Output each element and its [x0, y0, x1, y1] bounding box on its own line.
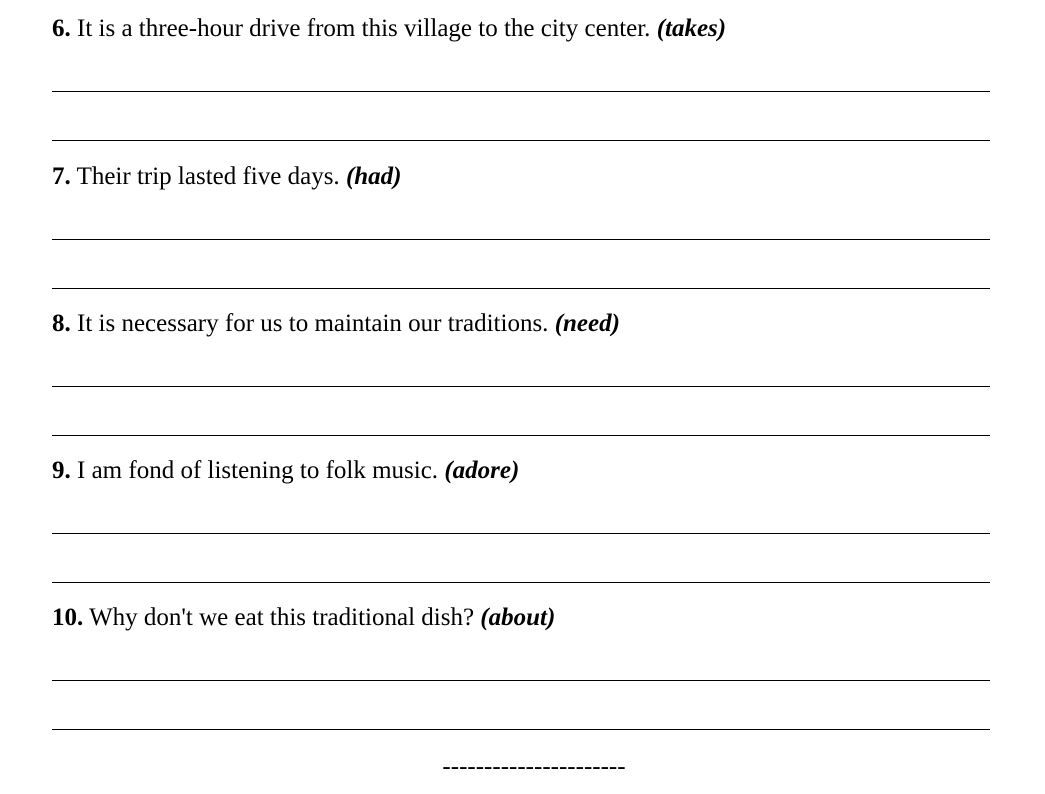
question-6	[52, 14, 990, 44]
question-number: 9.	[52, 457, 71, 484]
answer-line-8b[interactable]	[52, 435, 990, 436]
question-9	[52, 456, 990, 486]
question-sentence: Why don't we eat this traditional dish?	[89, 604, 475, 631]
answer-line-8a[interactable]	[52, 386, 990, 387]
answer-line-10a[interactable]	[52, 680, 990, 681]
answer-line-10b[interactable]	[52, 729, 990, 730]
answer-line-7a[interactable]	[52, 239, 990, 240]
answer-line-6a[interactable]	[52, 91, 990, 92]
answer-line-6b[interactable]	[52, 140, 990, 141]
end-of-section-marker: ----------------------	[442, 753, 626, 780]
question-number: 8.	[52, 310, 71, 337]
question-number: 6.	[52, 15, 71, 42]
question-8	[52, 309, 990, 339]
answer-line-7b[interactable]	[52, 288, 990, 289]
question-sentence: It is necessary for us to maintain our traditions.	[77, 310, 549, 337]
question-7	[52, 162, 990, 192]
question-keyword: (need)	[554, 310, 620, 337]
question-10	[52, 603, 990, 633]
question-number: 10.	[52, 604, 84, 631]
question-sentence: It is a three-hour drive from this village to the city center.	[77, 15, 651, 42]
question-keyword: (adore)	[444, 457, 520, 484]
question-keyword: (had)	[345, 163, 402, 190]
question-keyword: (takes)	[656, 15, 727, 42]
answer-line-9a[interactable]	[52, 533, 990, 534]
question-sentence: I am fond of listening to folk music.	[77, 457, 439, 484]
answer-line-9b[interactable]	[52, 582, 990, 583]
question-number: 7.	[52, 163, 71, 190]
question-sentence: Their trip lasted five days.	[76, 163, 340, 190]
question-keyword: (about)	[480, 604, 556, 631]
